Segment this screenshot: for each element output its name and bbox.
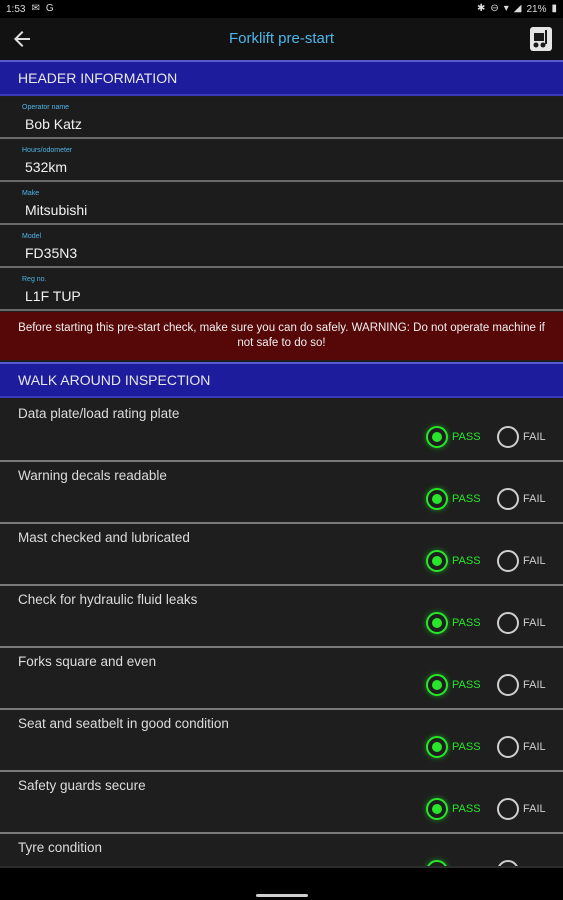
field-label: Reg no. bbox=[22, 276, 47, 283]
inspection-item bbox=[0, 400, 563, 462]
field-label: Make bbox=[22, 190, 40, 197]
field-label: Model bbox=[22, 233, 42, 240]
pass-option[interactable] bbox=[426, 549, 481, 573]
inspection-item-label: Tyre condition bbox=[18, 840, 103, 855]
bluetooth-icon: ✱ bbox=[476, 3, 486, 14]
inspection-item bbox=[0, 710, 563, 772]
inspection-item bbox=[0, 462, 563, 524]
pass-label: PASS bbox=[452, 431, 481, 443]
fail-radio-button[interactable] bbox=[497, 798, 519, 820]
make-field[interactable] bbox=[0, 184, 563, 225]
signal-icon: ◢ bbox=[513, 3, 522, 14]
fail-label: FAIL bbox=[523, 555, 546, 567]
operator-name-field[interactable] bbox=[0, 98, 563, 139]
system-nav-bar bbox=[0, 866, 563, 900]
section-walk-around-inspection: WALK AROUND INSPECTION bbox=[0, 362, 563, 398]
inspection-item-label: Data plate/load rating plate bbox=[18, 406, 180, 421]
inspection-item-label: Safety guards secure bbox=[18, 778, 146, 793]
pass-radio-button[interactable] bbox=[426, 612, 448, 634]
fail-option[interactable] bbox=[497, 797, 546, 821]
inspection-item-label: Forks square and even bbox=[18, 654, 157, 669]
pass-option[interactable] bbox=[426, 425, 481, 449]
pass-radio-button[interactable] bbox=[426, 426, 448, 448]
forklift-icon[interactable] bbox=[529, 26, 553, 52]
pass-option[interactable] bbox=[426, 673, 481, 697]
fail-label: FAIL bbox=[523, 431, 546, 443]
field-value[interactable]: Mitsubishi bbox=[25, 202, 88, 218]
fail-radio-button[interactable] bbox=[497, 612, 519, 634]
pass-label: PASS bbox=[452, 741, 481, 753]
fail-label: FAIL bbox=[523, 617, 546, 629]
inspection-item bbox=[0, 524, 563, 586]
pass-radio-button[interactable] bbox=[426, 488, 448, 510]
fail-label: FAIL bbox=[523, 741, 546, 753]
fail-option[interactable] bbox=[497, 425, 546, 449]
status-time: 1:53 bbox=[6, 3, 26, 15]
field-value[interactable]: Bob Katz bbox=[25, 116, 82, 132]
pass-label: PASS bbox=[452, 555, 481, 567]
fail-option[interactable] bbox=[497, 673, 546, 697]
field-value[interactable]: L1F TUP bbox=[25, 288, 81, 304]
gmail-icon: ✉ bbox=[31, 3, 40, 14]
inspection-item bbox=[0, 772, 563, 834]
safety-warning-banner: Before starting this pre-start check, make sure you can do safely. WARNING: Do not operate machine if not safe to do so! bbox=[0, 312, 563, 360]
pass-radio-button[interactable] bbox=[426, 550, 448, 572]
fail-radio-button[interactable] bbox=[497, 488, 519, 510]
field-value[interactable]: 532km bbox=[25, 159, 68, 175]
battery-icon: ▮ bbox=[551, 3, 557, 14]
fail-label: FAIL bbox=[523, 803, 546, 815]
inspection-item-label: Check for hydraulic fluid leaks bbox=[18, 592, 198, 607]
fail-radio-button[interactable] bbox=[497, 550, 519, 572]
fail-radio-button[interactable] bbox=[497, 674, 519, 696]
pass-radio-button[interactable] bbox=[426, 736, 448, 758]
field-value[interactable]: FD35N3 bbox=[25, 245, 78, 261]
inspection-item bbox=[0, 648, 563, 710]
battery-percent: 21% bbox=[526, 3, 547, 15]
pass-radio-button[interactable] bbox=[426, 798, 448, 820]
inspection-item-label: Seat and seatbelt in good condition bbox=[18, 716, 229, 731]
pass-label: PASS bbox=[452, 617, 481, 629]
fail-radio-button[interactable] bbox=[497, 426, 519, 448]
pass-label: PASS bbox=[452, 803, 481, 815]
pass-radio-button[interactable] bbox=[426, 674, 448, 696]
fail-label: FAIL bbox=[523, 493, 546, 505]
fail-option[interactable] bbox=[497, 611, 546, 635]
dnd-icon: ⊖ bbox=[490, 3, 499, 14]
reg-no-field[interactable] bbox=[0, 270, 563, 311]
field-label: Operator name bbox=[22, 104, 70, 111]
inspection-item-label: Mast checked and lubricated bbox=[18, 530, 190, 545]
inspection-item-label: Warning decals readable bbox=[18, 468, 167, 483]
pass-option[interactable] bbox=[426, 487, 481, 511]
model-field[interactable] bbox=[0, 227, 563, 268]
fail-radio-button[interactable] bbox=[497, 736, 519, 758]
fail-option[interactable] bbox=[497, 549, 546, 573]
fail-label: FAIL bbox=[523, 679, 546, 691]
wifi-icon: ▾ bbox=[503, 3, 509, 14]
page-title: Forklift pre-start bbox=[228, 30, 334, 47]
google-icon: G bbox=[45, 3, 54, 14]
status-bar bbox=[0, 0, 563, 18]
pass-option[interactable] bbox=[426, 797, 481, 821]
gesture-handle[interactable] bbox=[256, 894, 308, 897]
pass-option[interactable] bbox=[426, 735, 481, 759]
pass-label: PASS bbox=[452, 679, 481, 691]
pass-label: PASS bbox=[452, 493, 481, 505]
app-bar bbox=[0, 18, 563, 60]
pass-option[interactable] bbox=[426, 611, 481, 635]
inspection-item bbox=[0, 586, 563, 648]
fail-option[interactable] bbox=[497, 487, 546, 511]
fail-option[interactable] bbox=[497, 735, 546, 759]
field-label: Hours/odometer bbox=[22, 147, 73, 154]
section-header-information: HEADER INFORMATION bbox=[0, 60, 563, 96]
hours-odometer-field[interactable] bbox=[0, 141, 563, 182]
